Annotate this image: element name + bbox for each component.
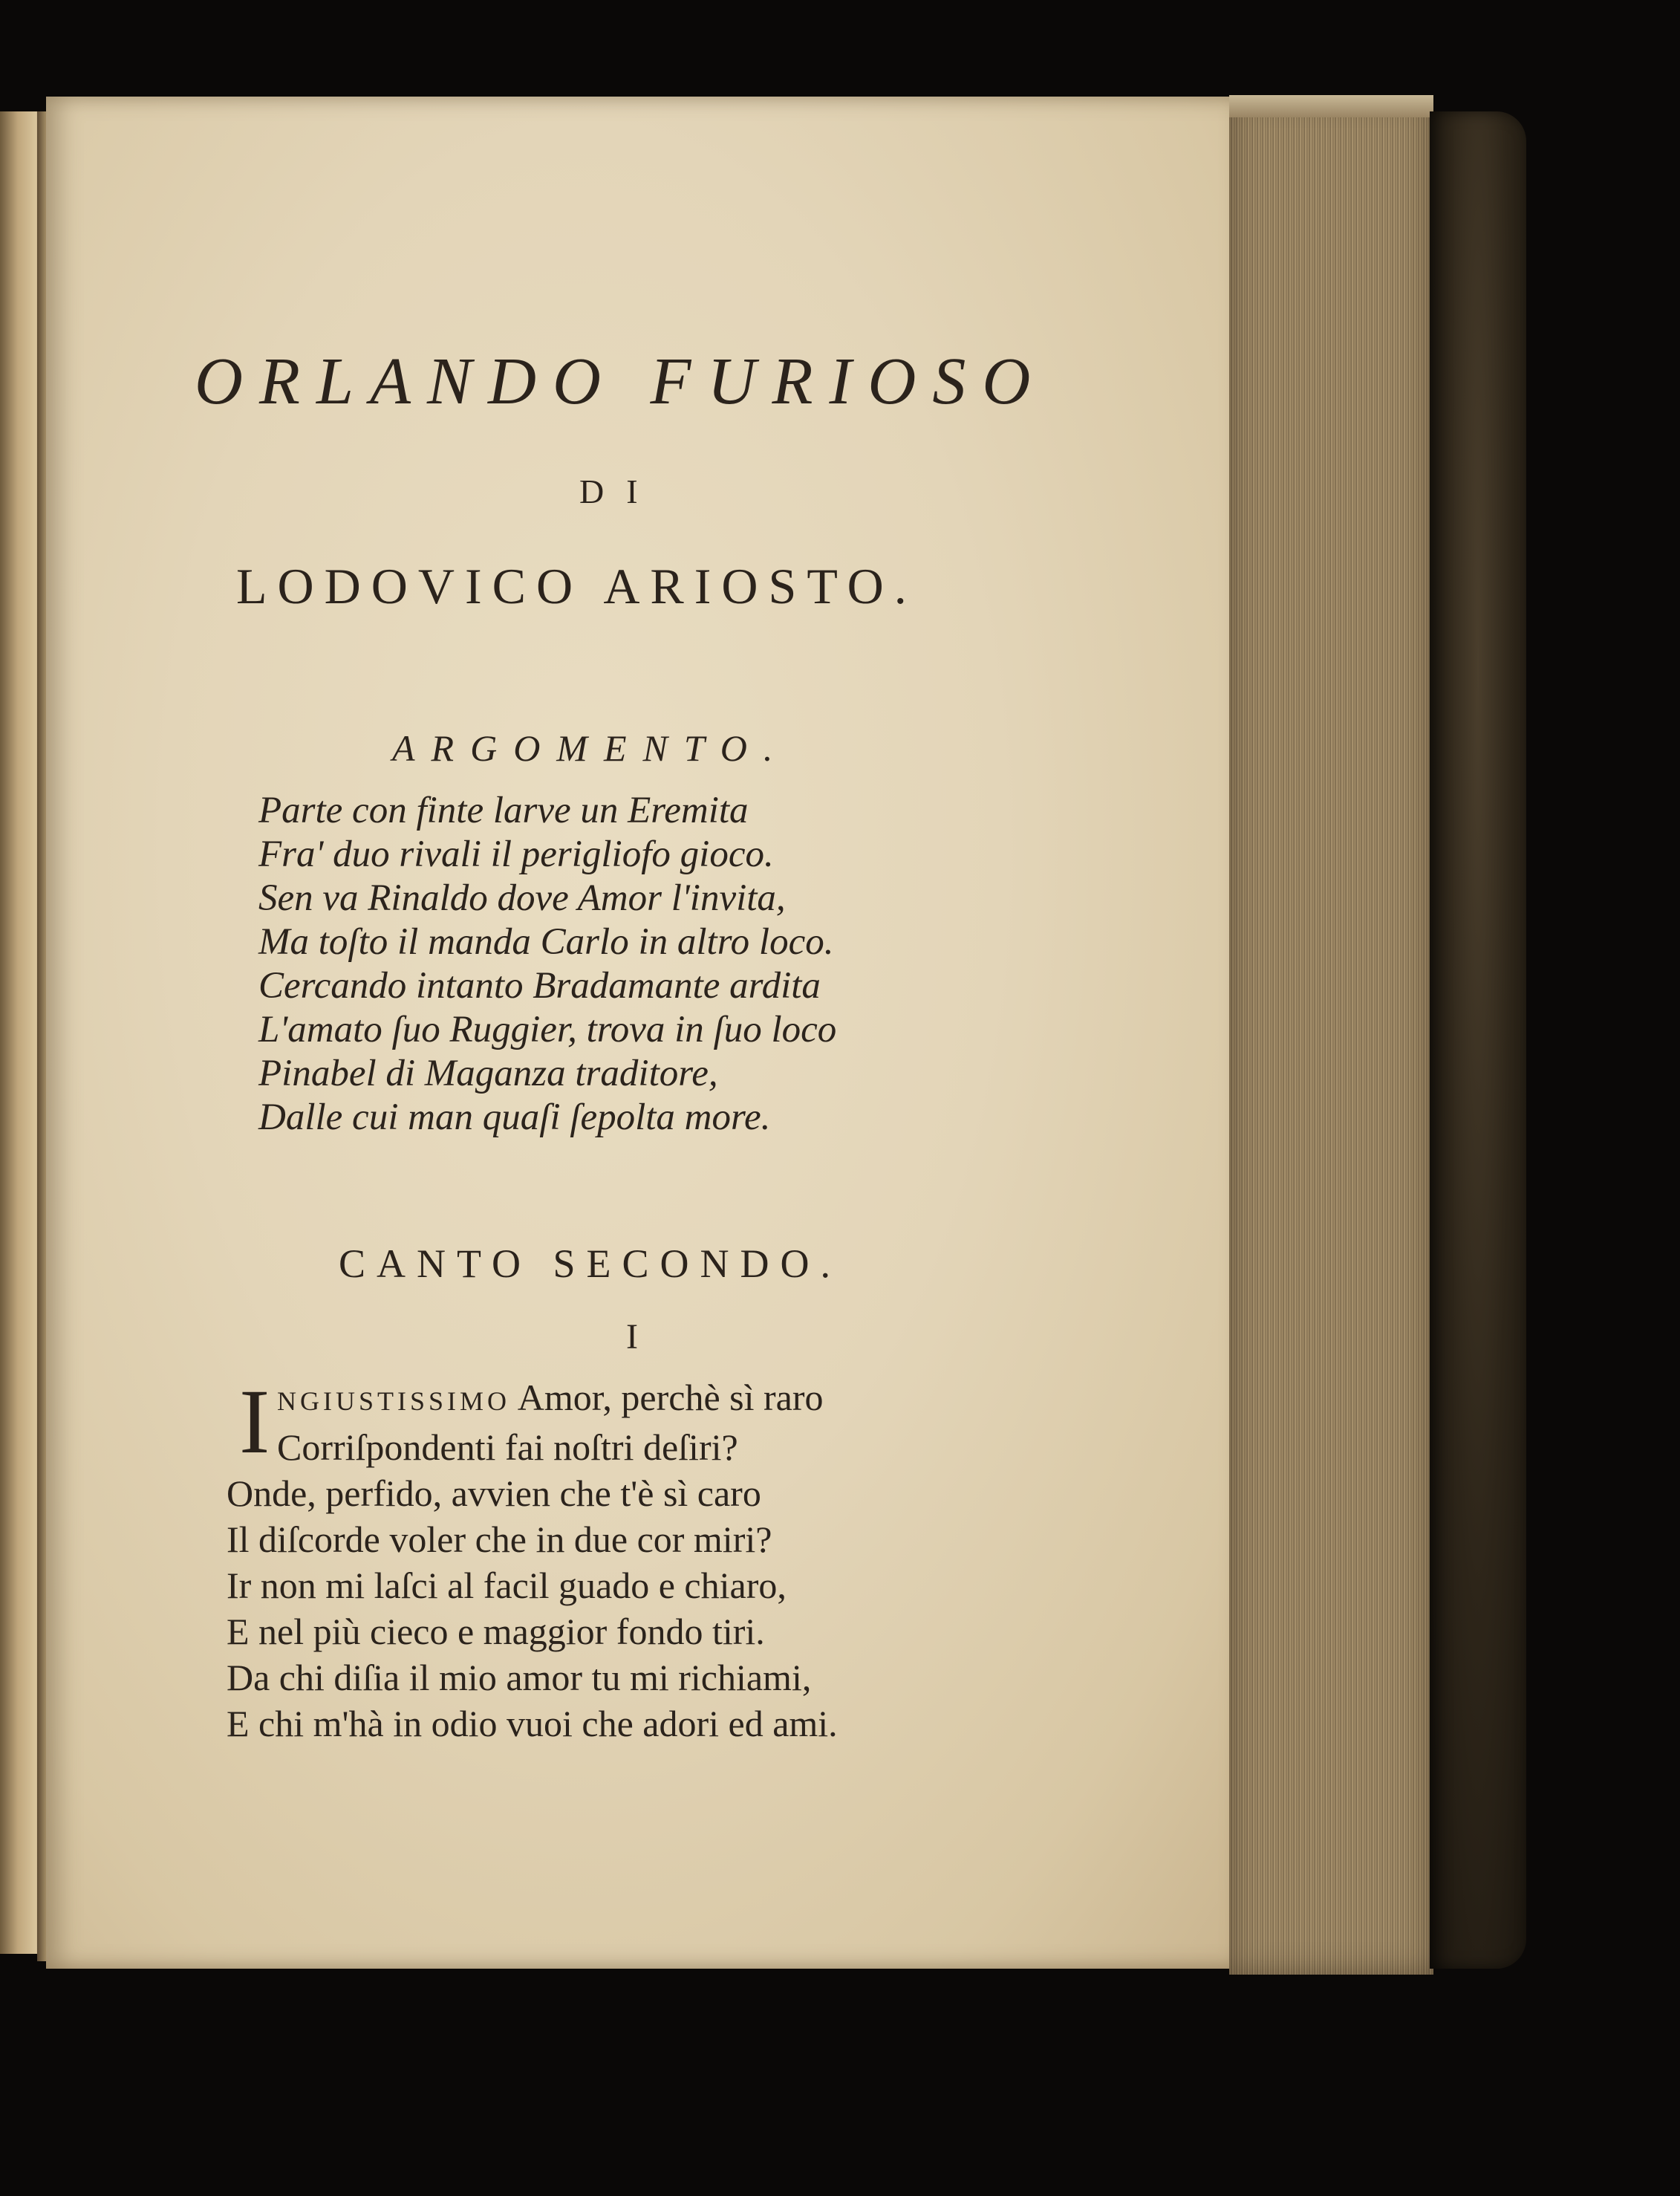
leather-binding	[1430, 111, 1526, 1969]
page-stack-top	[1229, 95, 1433, 117]
smallcaps-opening: NGIUSTISSIMO	[277, 1386, 511, 1416]
argomento-line: L'amato ſuo Ruggier, trova in ſuo loco	[258, 1009, 837, 1050]
argomento-line: Sen va Rinaldo dove Amor l'invita,	[258, 877, 786, 919]
stanza-line: E chi m'hà in odio vuoi che adori ed ami.	[227, 1703, 838, 1744]
title-connector: DI	[579, 472, 660, 510]
stanza-line: E nel più cieco e maggior fondo tiri.	[227, 1611, 765, 1652]
argomento-line: Pinabel di Maganza traditore,	[258, 1053, 718, 1094]
argomento-line: Parte con finte larve un Eremita	[258, 790, 749, 831]
argomento-verses	[258, 789, 836, 1140]
argomento-heading: ARGOMENTO.	[392, 727, 789, 769]
drop-cap: I	[239, 1371, 270, 1472]
argomento-line: Fra' duo rivali il perigliofo gioco.	[258, 834, 774, 875]
stanza-line: Ir non mi laſci al facil guado e chiaro,	[227, 1565, 787, 1606]
argomento-line: Ma toſto il manda Carlo in altro loco.	[258, 921, 834, 963]
canto-heading: CANTO SECONDO.	[339, 1241, 842, 1286]
stanza-number: I	[626, 1317, 638, 1357]
argomento-line: Dalle cui man quaſi ſepolta more.	[258, 1097, 771, 1138]
first-line-rest: Amor, perchè sì raro	[510, 1377, 824, 1418]
stanza-line: Da chi diſia il mio amor tu mi richiami,	[227, 1657, 812, 1698]
stanza-verses	[227, 1371, 838, 1747]
author-name: LODOVICO ARIOSTO.	[236, 558, 917, 614]
stanza-line: Onde, perfido, avvien che t'è sì caro	[227, 1472, 761, 1514]
stanza-line: Corriſpondenti fai noſtri deſiri?	[277, 1426, 738, 1468]
page-stack-fore-edge	[1229, 95, 1433, 1975]
stanza-line: Il diſcorde voler che in due cor miri?	[227, 1518, 772, 1560]
book-title: ORLANDO FURIOSO	[195, 345, 1047, 418]
stanza-line	[227, 1374, 838, 1424]
argomento-line: Cercando intanto Bradamante ardita	[258, 965, 821, 1007]
